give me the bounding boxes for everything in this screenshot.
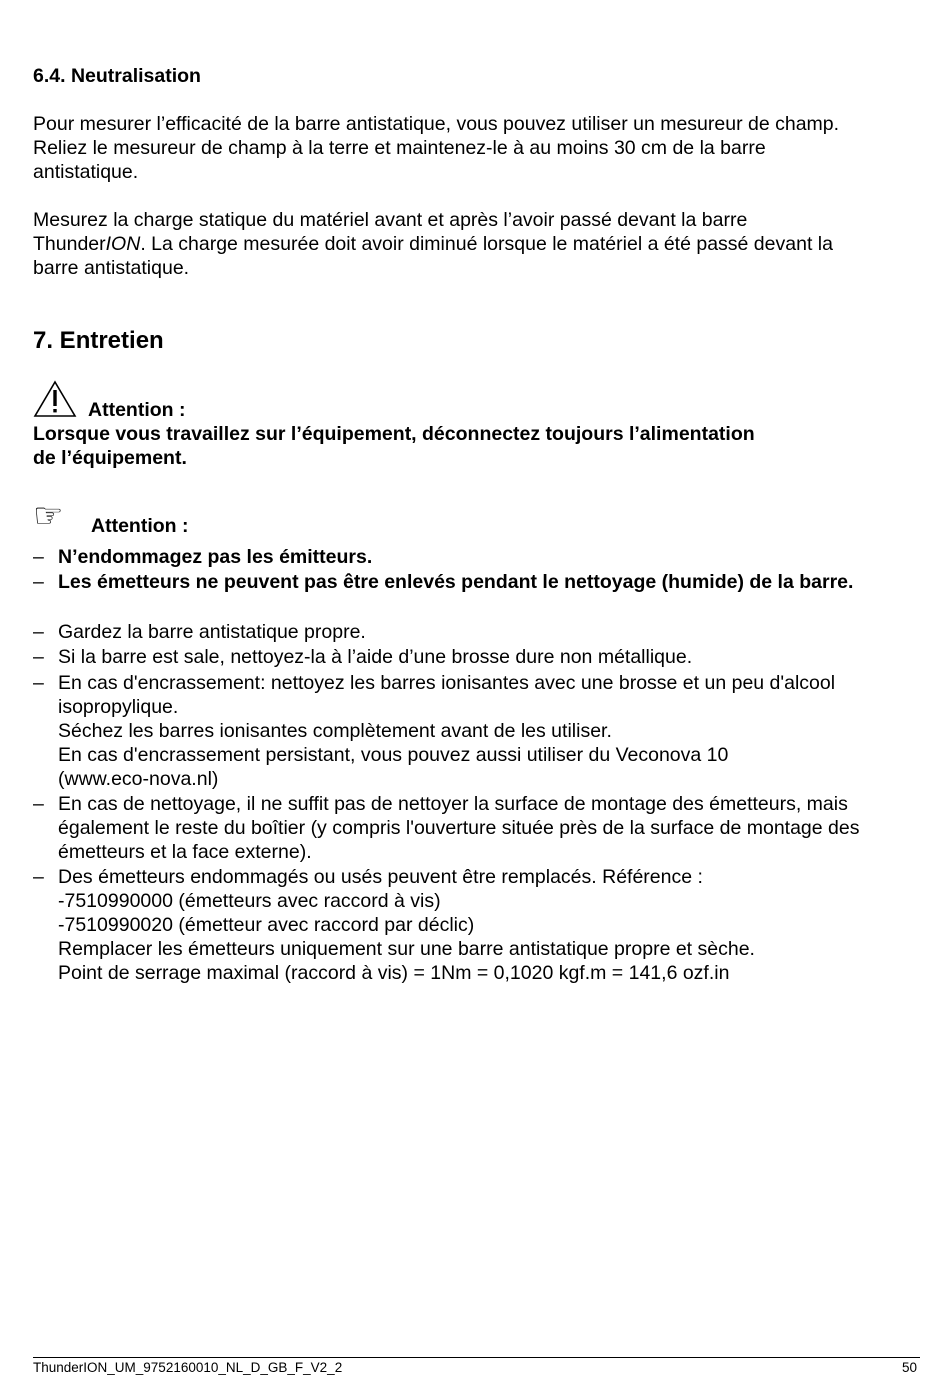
list-item: En cas d'encrassement: nettoyez les barres ionisantes avec une brosse et un peu d'alcool: [58, 672, 836, 694]
list-item-continuation: -7510990000 (émetteurs avec raccord à vis): [58, 890, 441, 912]
list-dash: –: [33, 672, 44, 694]
pointing-hand-icon: ☞: [33, 497, 64, 535]
attention-label: Attention :: [91, 515, 189, 537]
list-dash: –: [33, 546, 44, 568]
paragraph-line: Reliez le mesureur de champ à la terre et maintenez-le à au moins 30 cm de la barre: [33, 137, 766, 159]
attention-label: Attention :: [88, 399, 186, 421]
paragraph-line: [33, 232, 833, 256]
paragraph-line: Pour mesurer l’efficacité de la barre antistatique, vous pouvez utiliser un mesureur de champ.: [33, 113, 840, 135]
list-item-continuation: (www.eco-nova.nl): [58, 768, 219, 790]
list-item-continuation: Remplacer les émetteurs uniquement sur une barre antistatique propre et sèche.: [58, 938, 755, 960]
list-item-continuation: émetteurs et la face externe).: [58, 841, 312, 863]
paragraph-line: Mesurez la charge statique du matériel avant et après l’avoir passé devant la barre: [33, 209, 748, 231]
warning-text: Lorsque vous travaillez sur l’équipement, déconnectez toujours l’alimentation: [33, 423, 755, 445]
list-item: Si la barre est sale, nettoyez-la à l’aide d’une brosse dure non métallique.: [58, 646, 693, 668]
list-item: N’endommagez pas les émitteurs.: [58, 546, 373, 568]
warning-text: de l’équipement.: [33, 447, 187, 469]
section-heading-neutralisation: 6.4. Neutralisation: [33, 65, 201, 87]
footer-page-number: 50: [901, 1360, 917, 1375]
list-item-continuation: Point de serrage maximal (raccord à vis) = 1Nm = 0,1020 kgf.m = 141,6 ozf.in: [58, 962, 730, 984]
list-dash: –: [33, 621, 44, 643]
brand-prefix: Thunder: [33, 233, 106, 255]
paragraph-line: barre antistatique.: [33, 257, 190, 279]
list-item-continuation: En cas d'encrassement persistant, vous pouvez aussi utiliser du Veconova 10: [58, 744, 729, 766]
list-dash: –: [33, 793, 44, 815]
footer-doc-id: ThunderION_UM_9752160010_NL_D_GB_F_V2_2: [33, 1360, 343, 1375]
brand-suffix: ION: [105, 233, 141, 255]
paragraph-text: . La charge mesurée doit avoir diminué lorsque le matériel a été passé devant la: [140, 233, 833, 255]
list-item-continuation: également le reste du boîtier (y compris l'ouverture située près de la surface de montage des: [58, 817, 860, 839]
list-item: Des émetteurs endommagés ou usés peuvent être remplacés. Référence :: [58, 866, 703, 888]
list-item: Gardez la barre antistatique propre.: [58, 621, 366, 643]
list-item: Les émetteurs ne peuvent pas être enlevés pendant le nettoyage (humide) de la barre.: [58, 571, 854, 593]
list-dash: –: [33, 866, 44, 888]
list-item: En cas de nettoyage, il ne suffit pas de nettoyer la surface de montage des émetteurs, mais: [58, 793, 848, 815]
section-heading-entretien: 7. Entretien: [33, 327, 164, 354]
list-item-continuation: Séchez les barres ionisantes complètement avant de les utiliser.: [58, 720, 612, 742]
list-dash: –: [33, 571, 44, 593]
list-item-continuation: isopropylique.: [58, 696, 179, 718]
warning-triangle-icon: [33, 380, 77, 418]
paragraph-line: antistatique.: [33, 161, 139, 183]
list-dash: –: [33, 646, 44, 668]
footer-divider: [33, 1357, 920, 1358]
list-item-continuation: -7510990020 (émetteur avec raccord par déclic): [58, 914, 475, 936]
